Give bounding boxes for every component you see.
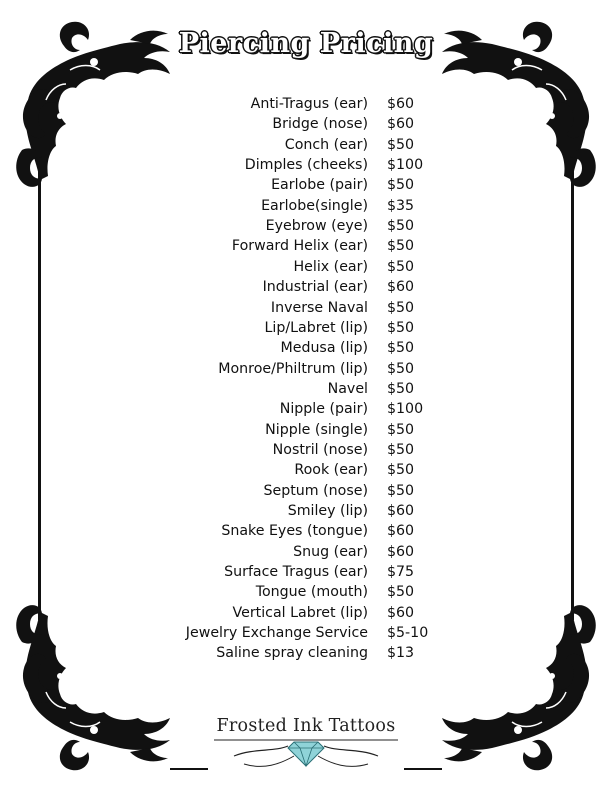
service-name: Snug (ear) bbox=[293, 543, 368, 560]
price-row bbox=[0, 379, 612, 399]
service-price: $5-10 bbox=[387, 625, 429, 642]
price-row bbox=[0, 196, 612, 216]
price-row bbox=[0, 603, 612, 623]
service-price: $50 bbox=[387, 421, 415, 438]
price-row bbox=[0, 114, 612, 134]
price-row bbox=[0, 135, 612, 155]
service-price: $60 bbox=[387, 279, 415, 296]
service-name: Septum (nose) bbox=[263, 482, 368, 499]
diamond-icon bbox=[214, 734, 398, 774]
service-name: Industrial (ear) bbox=[262, 279, 368, 296]
service-name: Conch (ear) bbox=[284, 136, 368, 153]
service-price: $50 bbox=[387, 258, 415, 275]
service-name: Vertical Labret (lip) bbox=[232, 604, 368, 621]
service-name: Inverse Naval bbox=[270, 299, 368, 316]
service-price: $50 bbox=[387, 238, 415, 255]
service-price: $60 bbox=[387, 503, 415, 519]
service-name: Rook (ear) bbox=[294, 462, 368, 479]
service-name: Helix (ear) bbox=[293, 258, 368, 275]
price-row bbox=[0, 175, 612, 195]
price-row bbox=[0, 298, 612, 318]
service-price: $100 bbox=[387, 157, 424, 174]
service-price: $50 bbox=[387, 299, 415, 316]
service-name: Eyebrow (eye) bbox=[265, 218, 368, 235]
service-price: $50 bbox=[387, 441, 415, 458]
service-price: $50 bbox=[387, 360, 415, 377]
price-row bbox=[0, 643, 612, 663]
price-row bbox=[0, 440, 612, 460]
service-price: $60 bbox=[387, 523, 415, 540]
service-price: $50 bbox=[387, 340, 415, 357]
price-row bbox=[0, 318, 612, 338]
service-name: Dimples (cheeks) bbox=[244, 157, 368, 174]
price-row bbox=[0, 582, 612, 602]
service-price: $50 bbox=[387, 218, 415, 235]
service-price: $13 bbox=[387, 645, 415, 662]
price-row bbox=[0, 94, 612, 114]
price-row bbox=[0, 216, 612, 236]
price-row bbox=[0, 338, 612, 358]
price-row bbox=[0, 155, 612, 175]
service-price: $60 bbox=[387, 543, 415, 560]
service-price: $75 bbox=[387, 564, 415, 581]
service-name: Earlobe(single) bbox=[261, 197, 368, 214]
service-price: $50 bbox=[387, 462, 415, 479]
price-row bbox=[0, 460, 612, 480]
brand-name: Frosted Ink Tattoos bbox=[216, 716, 396, 736]
service-name: Monroe/Philtrum (lip) bbox=[218, 360, 368, 377]
service-price: $35 bbox=[387, 197, 415, 214]
price-row bbox=[0, 277, 612, 297]
service-name: Lip/Labret (lip) bbox=[264, 319, 368, 336]
price-row bbox=[0, 481, 612, 501]
service-price: $50 bbox=[387, 319, 415, 336]
service-name: Tongue (mouth) bbox=[255, 584, 368, 601]
service-price: $50 bbox=[387, 177, 415, 194]
service-name: Bridge (nose) bbox=[272, 116, 368, 133]
service-name: Smiley (lip) bbox=[287, 503, 368, 519]
page-title: Piercing Pricing bbox=[178, 28, 434, 59]
price-row bbox=[0, 521, 612, 541]
service-name: Navel bbox=[327, 380, 368, 397]
service-name: Anti-Tragus (ear) bbox=[250, 96, 368, 112]
service-price: $50 bbox=[387, 482, 415, 499]
service-name: Jewelry Exchange Service bbox=[185, 625, 368, 642]
price-row bbox=[0, 501, 612, 521]
price-row bbox=[0, 399, 612, 419]
service-price: $50 bbox=[387, 584, 415, 601]
service-name: Saline spray cleaning bbox=[216, 645, 368, 662]
price-row bbox=[0, 359, 612, 379]
price-row bbox=[0, 236, 612, 256]
service-name: Surface Tragus (ear) bbox=[224, 564, 368, 581]
service-name: Snake Eyes (tongue) bbox=[221, 523, 368, 540]
service-price: $100 bbox=[387, 401, 424, 418]
service-price: $60 bbox=[387, 116, 415, 133]
service-price: $60 bbox=[387, 96, 415, 112]
service-name: Forward Helix (ear) bbox=[231, 238, 368, 255]
service-name: Medusa (lip) bbox=[280, 340, 368, 357]
price-row bbox=[0, 542, 612, 562]
service-price: $50 bbox=[387, 380, 415, 397]
service-price: $50 bbox=[387, 136, 415, 153]
service-name: Earlobe (pair) bbox=[271, 177, 368, 194]
price-row bbox=[0, 623, 612, 643]
service-name: Nipple (single) bbox=[265, 421, 368, 438]
price-row bbox=[0, 257, 612, 277]
price-row bbox=[0, 562, 612, 582]
service-price: $60 bbox=[387, 604, 415, 621]
price-row bbox=[0, 420, 612, 440]
service-name: Nostril (nose) bbox=[272, 441, 368, 458]
service-name: Nipple (pair) bbox=[279, 401, 368, 418]
